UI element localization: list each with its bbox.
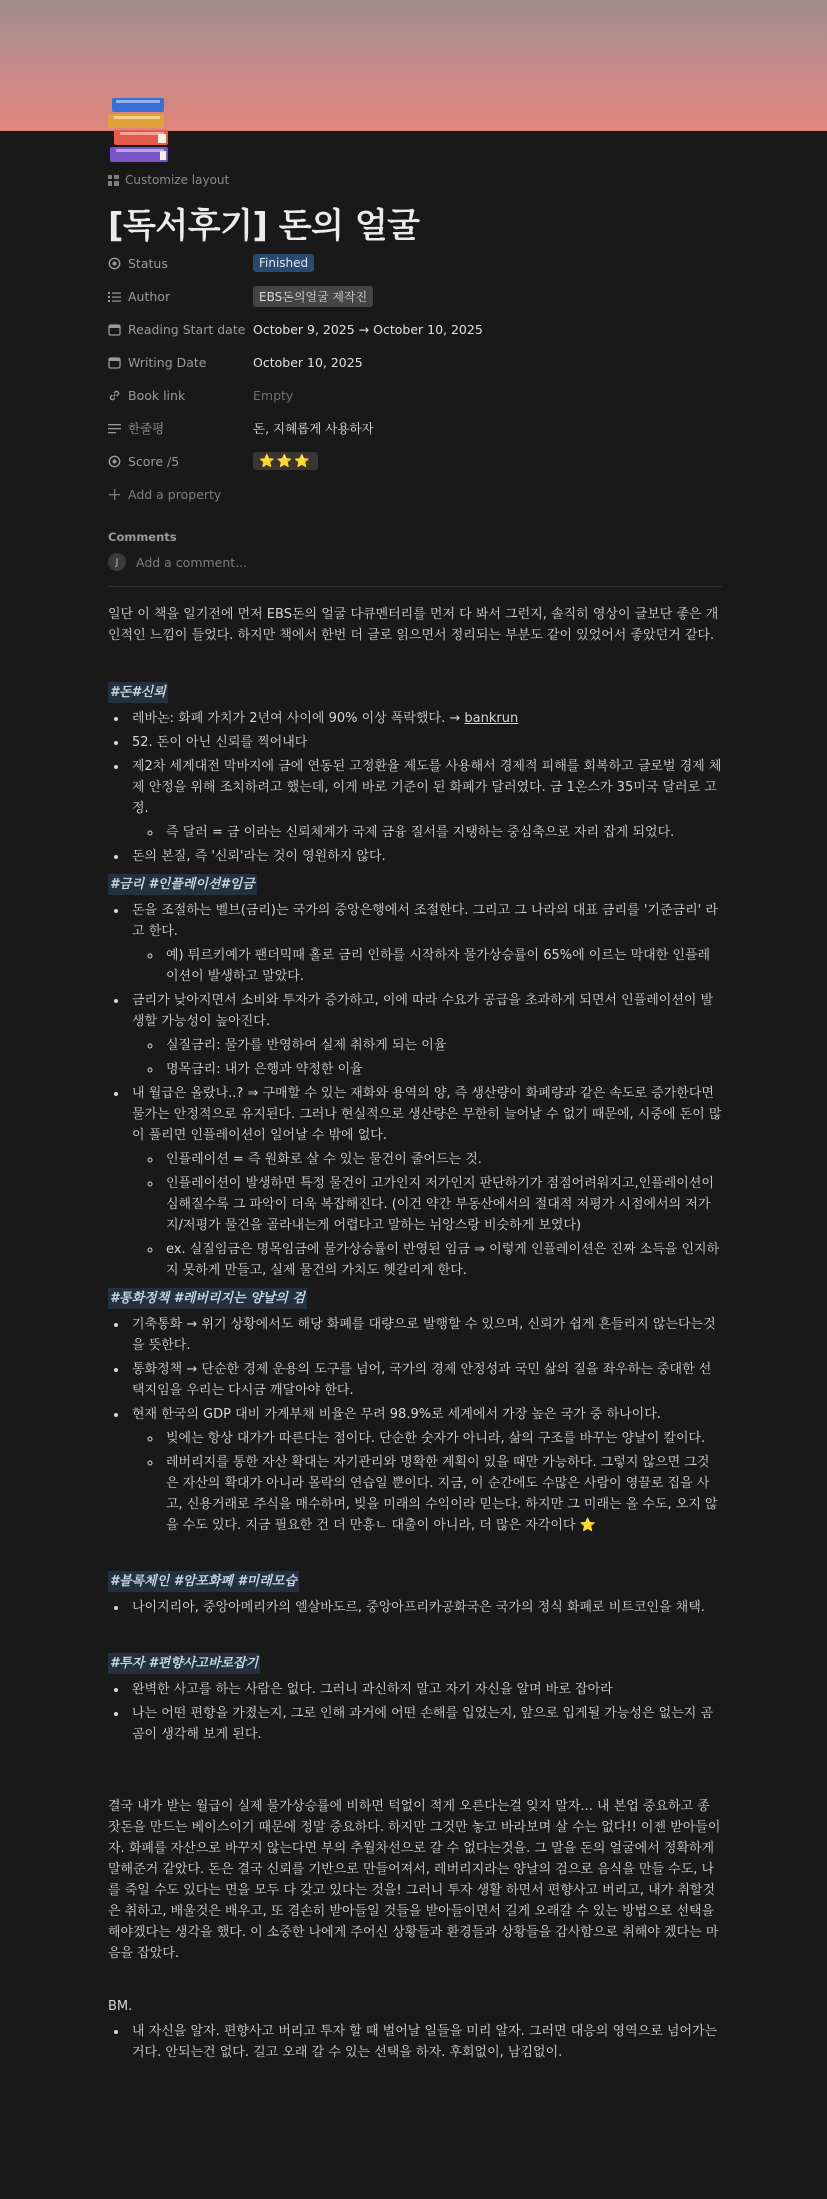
list-item[interactable]: • 완벽한 사고를 하는 사람은 없다. 그러니 과신하지 말고 자기 자신을 알며 바로 잡아라 bbox=[128, 1679, 722, 1700]
list-item[interactable]: ◦ 즉 달러 = 금 이라는 신뢰체계가 국제 금융 질서를 지탱하는 중심축으로 자리 잡게 되었다. bbox=[162, 822, 722, 843]
property-score-label: Score /5 bbox=[128, 453, 180, 469]
list-item[interactable]: • 내 월급은 올랐나..? ⇒ 구매할 수 있는 재화와 용역의 양, 즉 생산량이 화폐량과 같은 속도로 증가한다면 물가는 안정적으로 유지된다. 그러나 현실적으로 생산량은 무한히 늘어날 수 없기 때문에, 시중에 돈이 많이 풀리면 인플레이션이 일어날 수 밖에 없다. ◦ 인플레이션 = 즉 원화로 살 수 있는 물건이 줄어드는 것. ◦ 인플레이션이 발생하면 특정 물건이 고가인지 저가인지 판단하기가 점점어려워지고,인플레이션이 심해질수록 그 파악이 더욱 복잡해진다. (이건 약간 부동산에서의 절대적 저평가 시점에서의 저가지/저평가 물건을 골라내는게 어렵다고 말하는 뉘앙스랑 비슷하게 보였다) ◦ ex. 실질임금은 명목임금에 물가상승률이 반영된 임금 ⇒ 이렇게 인플레이션은 진짜 소득을 인지하지 못하게 만들고, 실제 물건의 가치도 헷갈리게 한다. bbox=[128, 1083, 722, 1281]
property-one-line-review[interactable] bbox=[108, 412, 722, 444]
add-comment-row[interactable] bbox=[108, 553, 247, 571]
list-icon bbox=[108, 290, 121, 303]
list-item[interactable]: • 돈의 본질, 즉 '신뢰'라는 것이 영원하지 않다. bbox=[128, 846, 722, 867]
property-status-label: Status bbox=[128, 255, 168, 271]
bm-heading[interactable]: BM. bbox=[108, 1999, 133, 2014]
property-status[interactable] bbox=[108, 247, 722, 279]
add-property-label: Add a property bbox=[128, 486, 222, 502]
reading-start-value[interactable]: October 9, 2025 → October 10, 2025 bbox=[253, 321, 483, 337]
list-item[interactable]: • 레바논: 화폐 가치가 2년여 사이에 90% 이상 폭락했다. → bankrun bbox=[128, 708, 722, 729]
comments-heading: Comments bbox=[108, 530, 177, 544]
property-score[interactable] bbox=[108, 445, 722, 477]
list-item[interactable]: • 나이지리아, 중앙아메리카의 엘살바도르, 중앙아프리카공화국은 국가의 정식 화폐로 비트코인을 채택. bbox=[128, 1597, 722, 1618]
property-writing-date[interactable] bbox=[108, 346, 722, 378]
status-icon bbox=[108, 257, 121, 270]
add-property-button[interactable] bbox=[108, 478, 722, 510]
property-reading-start-date[interactable] bbox=[108, 313, 722, 345]
list-item[interactable]: ◦ 예) 튀르키예가 팬더믹때 홀로 금리 인하를 시작하자 물가상승률이 65%에 이르는 막대한 인플레이션이 발생하고 말았다. bbox=[162, 945, 722, 987]
conclusion-paragraph[interactable]: 결국 내가 받는 월급이 실제 물가상승률에 비하면 턱없이 적게 오른다는걸 잊지 말자... 내 본업 중요하고 종잣돈을 만드는 베이스이기 때문에 정말 중요하다. 하지만 그것만 놓고 바라보며 살 수는 없다!! 이젠 받아들이자. 화폐를 자산으로 바꾸지 않는다면 부의 추월차선으로 갈 수 없다는것을. 그 말을 돈의 얼굴에서 정확하게 말해준거 같았다. 돈은 결국 신뢰를 기반으로 만들어져서, 레버리지라는 양날의 검으로 음식을 만들 수도, 나를 죽일 수도 있다는 면을 모두 다 갖고 있다는 것을! 그러니 투자 생활 하면서 편향사고 버리고, 내가 취할것은 취하고, 배울것은 배우고, 또 겸손히 받아들일 것들을 받아들이면서 길게 오래갈 수 있는 방법으로 선택을 해야겠다는 생각을 했다. 이 소중한 나에게 주어신 상황들과 환경들과 상황들을 감사함으로 취해야 겠다는 마음을 잡았다. bbox=[108, 1799, 721, 1961]
list-item[interactable]: • 내 자신을 알자. 편향사고 버리고 투자 할 때 벌어날 일들을 미리 알자. 그러면 대응의 영역으로 넘어가는거다. 안되는건 없다. 길고 오래 갈 수 있는 선택을 하자. 후회없이, 남김없이. bbox=[128, 2021, 722, 2063]
book-link-empty[interactable]: Empty bbox=[253, 387, 294, 403]
avatar: J bbox=[108, 553, 126, 571]
author-tag[interactable]: EBS돈의얼굴 제작진 bbox=[253, 286, 373, 307]
list-item[interactable]: • 금리가 낮아지면서 소비와 투자가 증가하고, 이에 따라 수요가 공급을 초과하게 되면서 인플레이션이 발생할 가능성이 높아진다. ◦ 실질금리: 물가를 반영하여 실제 취하게 되는 이율 ◦ 명목금리: 내가 은행과 약정한 이율 bbox=[128, 990, 722, 1080]
property-author-label: Author bbox=[128, 288, 171, 304]
customize-layout-button[interactable] bbox=[108, 173, 229, 187]
one-line-review-value[interactable]: 돈, 지혜롭게 사용하자 bbox=[253, 421, 374, 436]
property-book-link-label: Book link bbox=[128, 387, 186, 403]
property-one-line-label: 한줄평 bbox=[128, 421, 165, 436]
list-item[interactable]: • 나는 어떤 편향을 가졌는지, 그로 인해 과거에 어떤 손해를 입었는지, 앞으로 입게될 가능성은 없는지 곰곰이 생각해 보게 된다. bbox=[128, 1703, 722, 1745]
status-icon bbox=[108, 455, 121, 468]
list-item[interactable]: ◦ 인플레이션 = 즉 원화로 살 수 있는 물건이 줄어드는 것. bbox=[162, 1149, 722, 1170]
list-item[interactable]: ◦ 명목금리: 내가 은행과 약정한 이율 bbox=[162, 1059, 722, 1080]
link-icon bbox=[108, 389, 121, 402]
calendar-icon bbox=[108, 356, 121, 369]
list-item[interactable]: ◦ 빚에는 항상 대가가 따른다는 점이다. 단순한 숫자가 아니라, 삶의 구조를 바꾸는 양날이 칼이다. bbox=[162, 1428, 722, 1449]
text-icon bbox=[108, 422, 121, 435]
page-content[interactable] bbox=[108, 604, 722, 2066]
status-badge[interactable]: Finished bbox=[253, 254, 314, 272]
score-stars[interactable]: ⭐⭐⭐ bbox=[253, 452, 318, 470]
list-item[interactable]: ◦ 인플레이션이 발생하면 특정 물건이 고가인지 저가인지 판단하기가 점점어려워지고,인플레이션이 심해질수록 그 파악이 더욱 복잡해진다. (이건 약간 부동산에서의 절대적 저평가 시점에서의 저가지/저평가 물건을 골라내는게 어렵다고 말하는 뉘앙스랑 비슷하게 보였다) bbox=[162, 1173, 722, 1236]
list-item[interactable]: • 통화정책 → 단순한 경제 운용의 도구를 넘어, 국가의 경제 안정성과 국민 삶의 질을 좌우하는 중대한 선택지임을 우리는 다시금 깨달아야 한다. bbox=[128, 1359, 722, 1401]
layout-icon bbox=[108, 175, 119, 186]
section-tag-money-trust[interactable]: #돈#신뢰 bbox=[108, 682, 168, 703]
section-tag-monetary-policy[interactable]: #통화정책 #레버리지는 양날의 검 bbox=[108, 1288, 307, 1309]
property-writing-date-label: Writing Date bbox=[128, 354, 207, 370]
property-book-link[interactable] bbox=[108, 379, 722, 411]
section-tag-interest-inflation[interactable]: #금리 #인플레이션#임금 bbox=[108, 874, 257, 895]
property-author[interactable] bbox=[108, 280, 722, 312]
writing-date-value[interactable]: October 10, 2025 bbox=[253, 354, 363, 370]
property-reading-start-label: Reading Start date bbox=[128, 321, 246, 337]
list-item[interactable]: • 제2차 세계대전 막바지에 금에 연동된 고정환율 제도를 사용해서 경제적 피해를 회복하고 글로벌 경제 체제 안정을 위해 조치하려고 했는데, 이게 바로 기준이 된 화폐가 달러였다. 금 1온스가 35미국 달러로 고정. ◦ 즉 달러 = 금 이라는 신뢰체계가 국제 금융 질서를 지탱하는 중심축으로 자리 잡게 되었다. bbox=[128, 756, 722, 843]
plus-icon bbox=[108, 488, 121, 501]
list-item[interactable]: ◦ ex. 실질임금은 명목임금에 물가상승률이 반영된 임금 ⇒ 이렇게 인플레이션은 진짜 소득을 인지하지 못하게 만들고, 실제 물건의 가치도 헷갈리게 한다. bbox=[162, 1239, 722, 1281]
calendar-icon bbox=[108, 323, 121, 336]
list-item[interactable]: ◦ 레버리지를 통한 자산 확대는 자기관리와 명확한 계획이 있을 때만 가능하다. 그렇지 않으면 그것은 자산의 확대가 아니라 몰락의 연습일 뿐이다. 지금, 이 순간에도 수많은 사람이 영끌로 집을 사고, 신용거래로 주식을 매수하며, 빚을 미래의 수익이라 믿는다. 하지만 그 미래는 올 수도, 오지 않을 수도 있다. 지금 필요한 건 더 만흥ㄴ 대출이 아니라, 더 많은 자각이다 ⭐ bbox=[162, 1452, 722, 1536]
intro-paragraph[interactable]: 일단 이 책을 일기전에 먼저 EBS돈의 얼굴 다큐멘터리를 먼저 다 봐서 그런지, 솔직히 영상이 글보단 좋은 개인적인 느낌이 들었다. 하지만 책에서 한번 더 글로 읽으면서 정리되는 부분도 같이 있었어서 좋았던거 같다. bbox=[108, 607, 719, 643]
list-item[interactable]: • 돈을 조절하는 벨브(금리)는 국가의 중앙은행에서 조절한다. 그리고 그 나라의 대표 금리를 '기준금리' 라고 한다. ◦ 예) 튀르키예가 팬더믹때 홀로 금리 인하를 시작하자 물가상승률이 65%에 이르는 막대한 인플레이션이 발생하고 말았다. bbox=[128, 900, 722, 987]
customize-layout-label: Customize layout bbox=[125, 173, 230, 187]
comment-input[interactable]: Add a comment... bbox=[136, 554, 248, 570]
list-item[interactable]: • 현재 한국의 GDP 대비 가계부채 비율은 무려 98.9%로 세계에서 가장 높은 국가 중 하나이다. ◦ 빚에는 항상 대가가 따른다는 점이다. 단순한 숫자가 아니라, 삶의 구조를 바꾸는 양날이 칼이다. ◦ 레버리지를 통한 자산 확대는 자기관리와 명확한 계획이 있을 때만 가능하다. 그렇지 않으면 그것은 자산의 확대가 아니라 몰락의 연습일 뿐이다. 지금, 이 순간에도 수많은 사람이 영끌로 집을 사고, 신용거래로 주식을 매수하며, 빚을 미래의 수익이라 믿는다. 하지만 그 미래는 올 수도, 오지 않을 수도 있다. 지금 필요한 건 더 만흥ㄴ 대출이 아니라, 더 많은 자각이다 ⭐ bbox=[128, 1404, 722, 1536]
list-item[interactable]: ◦ 실질금리: 물가를 반영하여 실제 취하게 되는 이율 bbox=[162, 1035, 722, 1056]
bankrun-link[interactable]: bankrun bbox=[464, 711, 519, 726]
list-item[interactable]: • 52. 돈이 아닌 신뢰를 찍어내다 bbox=[128, 732, 722, 753]
page-title[interactable]: [독서후기] 돈의 얼굴 bbox=[108, 206, 420, 246]
list-item[interactable]: • 기축통화 → 위기 상황에서도 해당 화폐를 대량으로 발행할 수 있으며, 신뢰가 쉽게 흔들리지 않는다는것을 뜻한다. bbox=[128, 1314, 722, 1356]
section-tag-investment-bias[interactable]: #투자 #편향사고바로잡기 bbox=[108, 1653, 260, 1674]
books-icon[interactable] bbox=[108, 94, 174, 164]
divider bbox=[108, 586, 722, 587]
section-tag-blockchain[interactable]: #블록체인 #암포화폐 #미래모습 bbox=[108, 1571, 299, 1592]
